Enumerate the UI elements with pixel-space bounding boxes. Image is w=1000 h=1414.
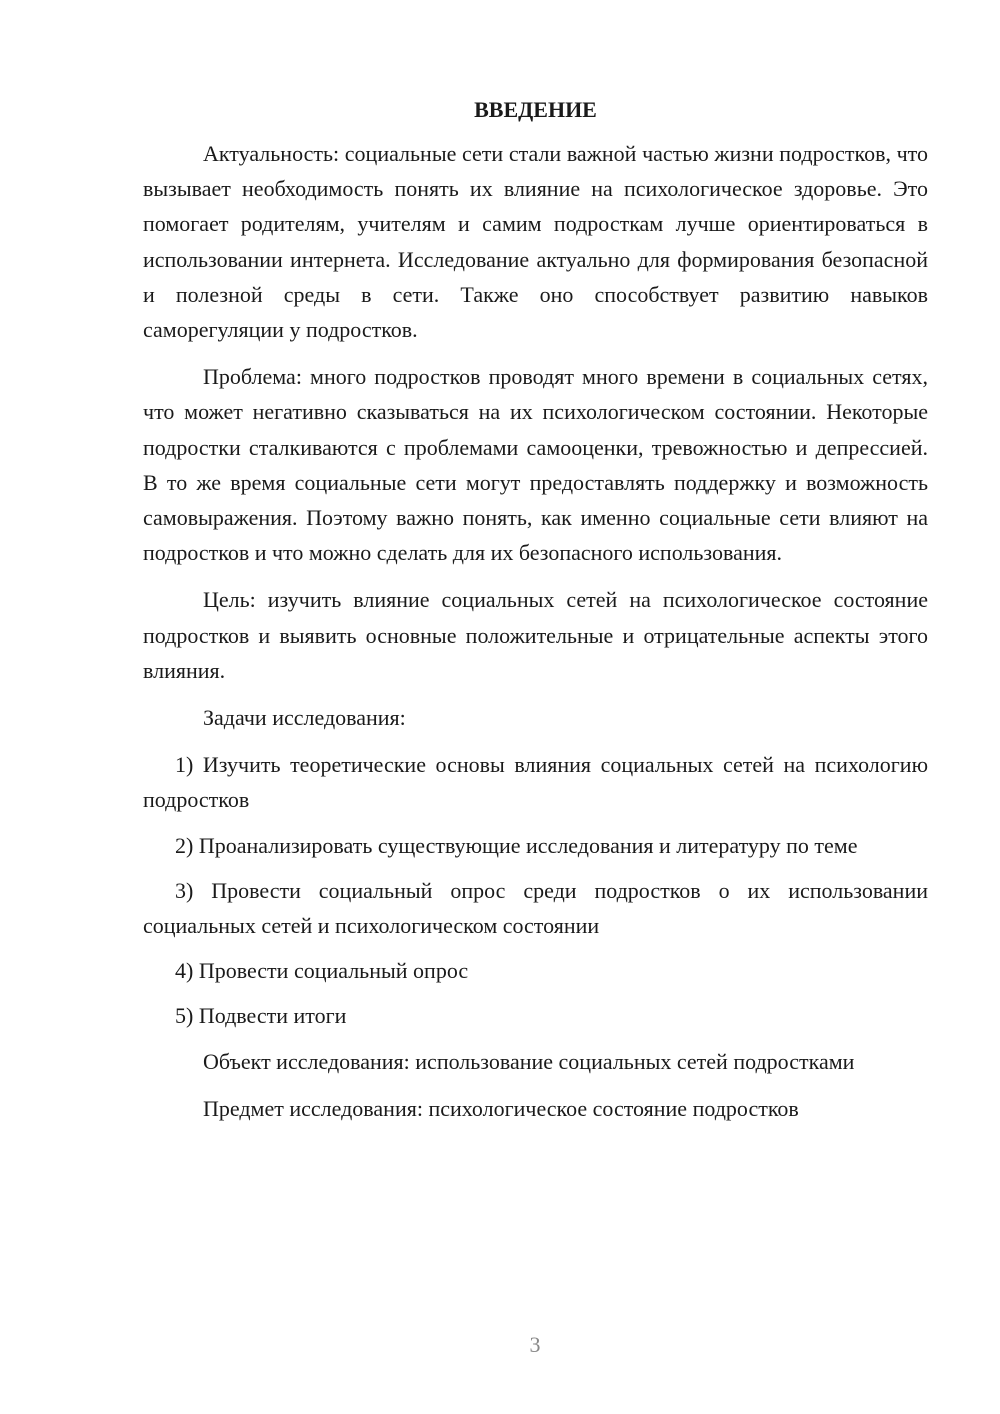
problem-paragraph: Проблема: много подростков проводят много времени в социальных сетях, что может негативно сказываться на их психологическом состоянии. Некоторые подростки сталкиваются с проблемами самооценки, тревожностью и депрессией. В то же время социальные сети могут предоставлять поддержку и возможность самовыражения. Поэтому важно понять, как именно социальные сети влияют на подростков и что можно сделать для их безопасного использования. bbox=[143, 364, 928, 566]
document-page bbox=[143, 90, 928, 1126]
page-number: 3 bbox=[529, 1332, 541, 1357]
subject-paragraph: Предмет исследования: психологическое состояние подростков bbox=[203, 1095, 799, 1121]
task-item-2: 2) Проанализировать существующие исследования и литературу по теме bbox=[175, 832, 858, 858]
tasks-heading: Задачи исследования: bbox=[203, 705, 406, 731]
task-item-5: 5) Подвести итоги bbox=[175, 1003, 347, 1029]
section-title: ВВЕДЕНИЕ bbox=[474, 97, 597, 122]
object-paragraph: Объект исследования: использование социальных сетей подростками bbox=[203, 1048, 855, 1074]
relevance-paragraph: Актуальность: социальные сети стали важной частью жизни подростков, что вызывает необходимость понять их влияние на психологическое здоровье. Это помогает родителям, учителям и самим подросткам лучше ориентироваться в использовании интернета. Исследование актуально для формирования безопасной и полезной среды в сети. Также оно способствует развитию навыков саморегуляции у подростков. bbox=[143, 141, 928, 343]
task-item-4: 4) Провести социальный опрос bbox=[175, 958, 469, 984]
task-item-1: 1) Изучить теоретические основы влияния социальных сетей на психологию подростков bbox=[143, 752, 928, 813]
goal-paragraph: Цель: изучить влияние социальных сетей на психологическое состояние подростков и выявить основные положительные и отрицательные аспекты этого влияния. bbox=[143, 587, 928, 683]
task-item-3: 3) Провести социальный опрос среди подростков о их использовании социальных сетей и психологическом состоянии bbox=[143, 877, 928, 939]
